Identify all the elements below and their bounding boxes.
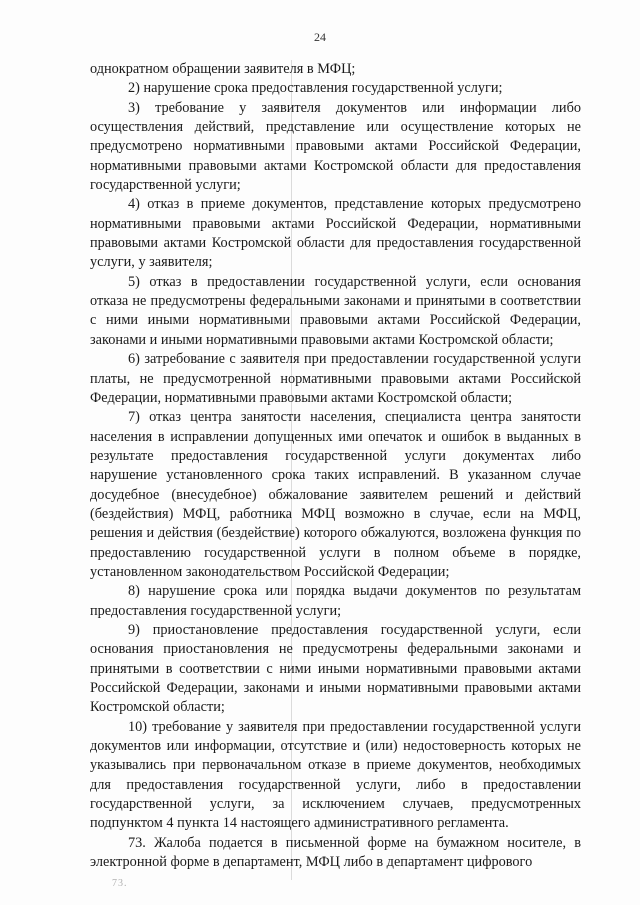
paragraph-item-6: 6) затребование с заявителя при предоставлении государственной услуги платы, не предусмотренной нормативными правовыми актами Российской Федерации, нормативными правовыми актами Костромской области; (90, 351, 581, 406)
paragraph-item-3: 3) требование у заявителя документов или информации либо осуществления действий, представление или осуществление которых не предусмотрено нормативными правовыми актами Российской Федерации, нормативными правовыми актами Костромской области для предоставления государственной услуги; (90, 99, 581, 194)
paragraph-clause-73: 73. Жалоба подается в письменной форме на бумажном носителе, в электронной форме в департамент, МФЦ либо в департамент цифрового (90, 834, 581, 871)
paragraph-item-10: 10) требование у заявителя при предоставлении государственной услуги документов или информации, отсутствие и (или) недостоверность которых не указывались при первоначальном отказе в приеме документов, необходимых для предоставления государственной услуги, либо в предоставлении государственной услуги, за исключением случаев, предусмотренных подпунктом 4 пункта 14 настоящего административного регламента. (90, 718, 581, 832)
paragraph-item-4: 4) отказ в приеме документов, представление которых предусмотрено нормативными правовыми актами Российской Федерации, нормативными правовыми актами Костромской области для предоставления государственной услуги, у заявителя; (90, 196, 581, 271)
document-body (90, 60, 581, 872)
paragraph-item-5: 5) отказ в предоставлении государственной услуги, если основания отказа не предусмотрены федеральными законами и принятыми в соответствии с ними иными нормативными правовыми актами Российской Федерации, законами и иными нормативными правовыми актами Костромской области; (90, 273, 581, 348)
paragraph-continuation: однократном обращении заявителя в МФЦ; (90, 61, 356, 77)
paragraph-item-8: 8) нарушение срока или порядка выдачи документов по результатам предоставления государственной услуги; (90, 583, 581, 619)
paragraph-item-2: 2) нарушение срока предоставления государственной услуги; (128, 80, 503, 97)
paragraph-item-7: 7) отказ центра занятости населения, специалиста центра занятости населения в исправлении допущенных ими опечаток и ошибок в выданных в результате предоставления государственной услуги документах либо нарушение установленного срока таких исправлений. В указанном случае досудебное (внесудебное) обжалование заявителем решений и действий (бездействия) МФЦ, работника МФЦ возможно в случае, если на МФЦ, решения и действия (бездействие) которого обжалуются, возложена функция по предоставлению государственной услуги в полном объеме в порядке, установленном законодательством Российской Федерации; (90, 409, 581, 580)
paragraph-item-9: 9) приостановление предоставления государственной услуги, если основания приостановления не предусмотрены федеральными законами и принятыми в соответствии с ними иными нормативными правовыми актами Российской Федерации, законами и иными нормативными правовыми актами Костромской области; (90, 621, 581, 716)
page-number: 24 (314, 30, 326, 44)
scan-footer-mark: 73. (112, 878, 128, 889)
